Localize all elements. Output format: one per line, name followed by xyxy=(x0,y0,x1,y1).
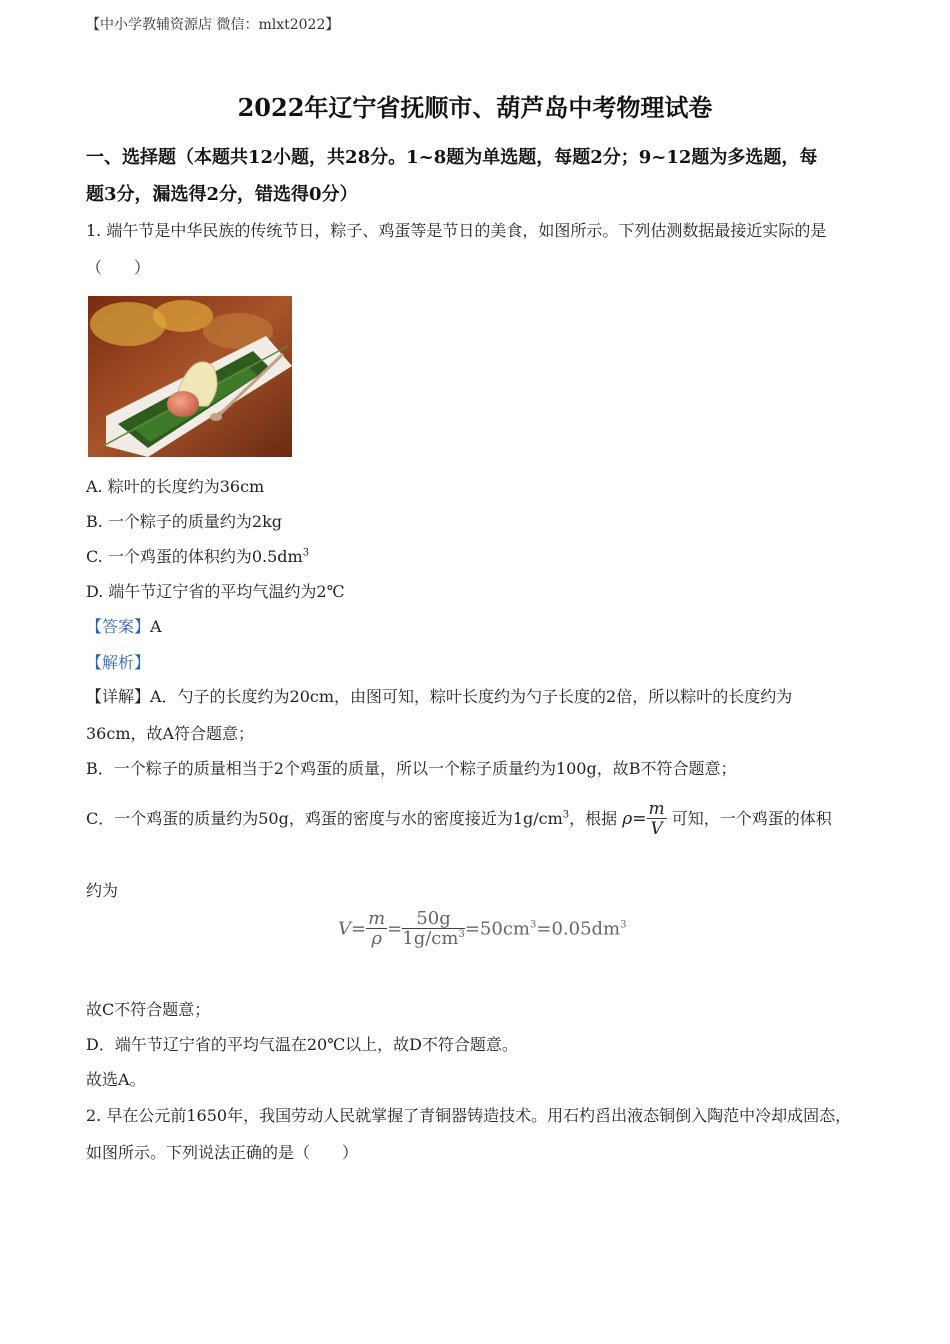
answer-tag: 【答案】 xyxy=(86,617,151,636)
section-heading xyxy=(86,139,866,213)
detail-line2: 36cm，故A符合题意； xyxy=(86,724,255,743)
detail-d: D．端午节辽宁省的平均气温在20℃以上，故D不符合题意。 xyxy=(86,1035,518,1054)
analysis-tag: 【解析】 xyxy=(86,653,151,672)
q1-option-a: A. 粽叶的长度约为36cm xyxy=(86,477,265,496)
volume-frac2-num: 50g xyxy=(402,910,465,929)
rho-fraction-den: V xyxy=(650,819,663,839)
volume-formula-lhs: V= xyxy=(338,918,367,940)
c-conclusion: 故C不符合题意； xyxy=(86,1000,211,1019)
detail-c-line2: 约为 xyxy=(86,881,119,900)
volume-frac2-den-sup: 3 xyxy=(458,929,465,940)
q1-answer xyxy=(86,617,162,637)
q1-option-c-text: C. 一个鸡蛋的体积约为0.5dm xyxy=(86,547,303,566)
q2-stem-line1: 2. 早在公元前1650年，我国劳动人民就掌握了青铜器铸造技术。用石杓舀出液态铜倒入陶范中冷却成固态， xyxy=(86,1106,852,1125)
volume-formula-tail-sup2: 3 xyxy=(620,919,627,931)
rho-fraction-num: m xyxy=(648,799,665,819)
volume-frac2-den-text: 1g/cm xyxy=(402,928,459,949)
volume-frac1 xyxy=(366,910,387,949)
volume-formula xyxy=(338,910,627,949)
section-heading-line2: 题3分，漏选得2分，错选得0分） xyxy=(86,184,358,205)
volume-formula-tail-sup1: 3 xyxy=(529,919,537,931)
zongzi-photo-illustration xyxy=(88,296,292,457)
q2-stem-line2: 如图所示。下列说法正确的是（ ） xyxy=(86,1143,359,1162)
volume-formula-eq1: = xyxy=(387,918,403,940)
detail-c-part1: C．一个鸡蛋的质量约为50g，鸡蛋的密度与水的密度接近为1g/cm xyxy=(86,809,563,828)
volume-formula-tail: =50cm xyxy=(464,918,530,940)
q1-option-d: D. 端午节辽宁省的平均气温约为2℃ xyxy=(86,582,345,601)
rho-fraction xyxy=(647,800,667,839)
volume-frac1-den: ρ xyxy=(371,928,382,949)
section-heading-line1: 一、选择题（本题共12小题，共28分。1~8题为单选题，每题2分；9~12题为多选题，每 xyxy=(86,147,818,168)
final-choice: 故选A。 xyxy=(86,1070,146,1089)
volume-frac2-den xyxy=(402,929,465,949)
q1-stem-line2: （ ） xyxy=(86,258,151,277)
detail-c-part2: ，根据 xyxy=(569,809,618,828)
page-title: 2022年辽宁省抚顺市、葫芦岛中考物理试卷 xyxy=(237,93,713,122)
volume-formula-tail2: =0.05dm xyxy=(536,918,621,940)
detail-line1: 【详解】A．勺子的长度约为20cm，由图可知，粽叶长度约为勺子长度的2倍，所以粽叶的长度约为 xyxy=(86,687,793,706)
detail-c-sup: 3 xyxy=(562,809,570,821)
q1-option-b: B. 一个粽子的质量约为2kg xyxy=(86,512,283,531)
q1-stem-line1: 1. 端午节是中华民族的传统节日，粽子、鸡蛋等是节日的美食，如图所示。下列估测数据最接近实际的是 xyxy=(86,221,827,240)
volume-frac1-num: m xyxy=(368,908,386,929)
detail-c xyxy=(86,800,832,839)
header-note: 【中小学教辅资源店 微信：mlxt2022】 xyxy=(86,17,340,33)
detail-c-part3: 可知，一个鸡蛋的体积 xyxy=(671,809,832,828)
rho-formula-lhs: ρ= xyxy=(622,809,647,829)
answer-value: A xyxy=(150,617,162,636)
volume-frac2 xyxy=(402,910,465,949)
q1-option-c xyxy=(86,547,309,567)
zongzi-photo xyxy=(88,296,292,457)
q1-option-c-sup: 3 xyxy=(302,547,310,559)
detail-b: B．一个粽子的质量相当于2个鸡蛋的质量，所以一个粽子质量约为100g，故B不符合题意； xyxy=(86,759,737,778)
